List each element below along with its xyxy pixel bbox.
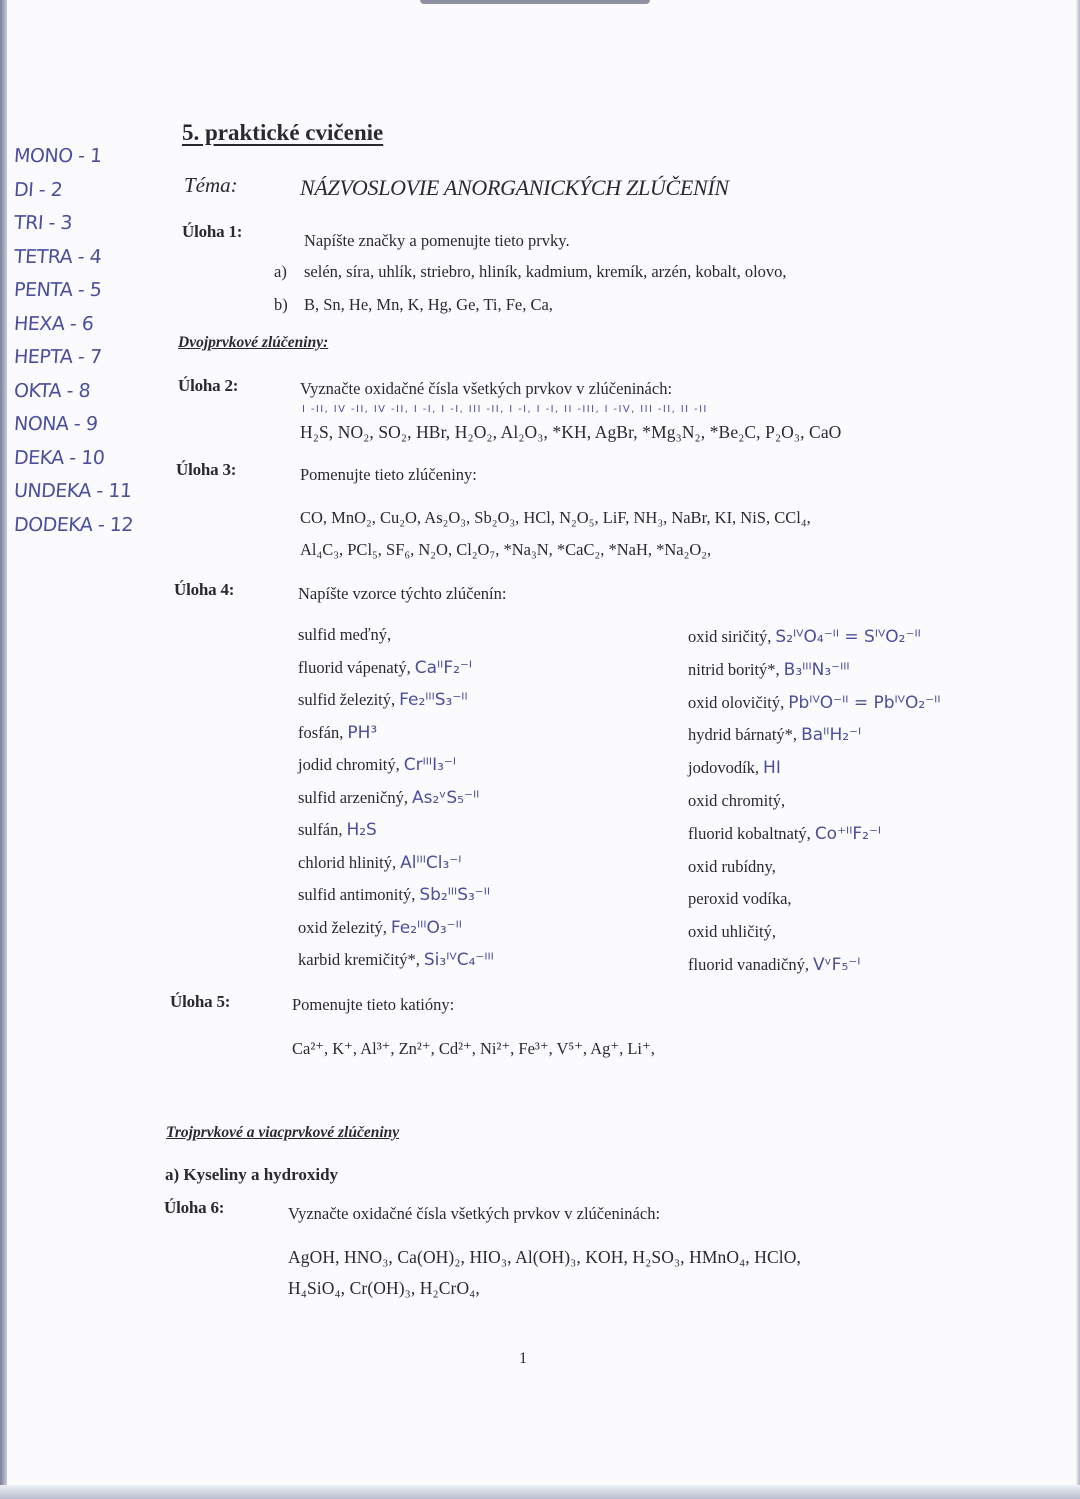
task-4-label: Úloha 4: — [174, 580, 235, 599]
list-item: sulfid železitý, Fe₂ᴵᴵᴵS₃⁻ᴵᴵ — [298, 690, 468, 710]
list-item: fluorid vápenatý, CaᴵᴵF₂⁻ᴵ — [298, 657, 473, 678]
task-6-instruction: Vyznačte oxidačné čísla všetkých prvkov v zlúčeninách: — [288, 1204, 661, 1223]
handwritten-answer: HI — [763, 758, 781, 779]
task-3-instruction: Pomenujte tieto zlúčeniny: — [300, 465, 477, 484]
handwritten-answer: Fe₂ᴵᴵᴵO₃⁻ᴵᴵ — [390, 917, 462, 938]
margin-notes-prefixes — [14, 140, 164, 542]
task-2-formulas — [300, 422, 841, 443]
task-1-b-text: B, Sn, He, Mn, K, Hg, Ge, Ti, Fe, Ca, — [304, 295, 553, 314]
task-5-cations: Ca²⁺, K⁺, Al³⁺, Zn²⁺, Cd²⁺, Ni²⁺, Fe³⁺, V⁵⁺, Ag⁺, Li⁺, — [292, 1039, 655, 1058]
task-3-compounds-line-2: Al₄C₃, PCl₅, SF₆, N₂O, Cl₂O₇, *Na₃N, *CaC₂, *NaH, *Na₂O₂, — [300, 540, 712, 559]
handwritten-answer: Sb₂ᴵᴵᴵS₃⁻ᴵᴵ — [419, 885, 491, 905]
task-4-instruction: Napíšte vzorce týchto zlúčenín: — [298, 584, 507, 603]
scan-smudge — [420, 0, 650, 4]
handwritten-answer: AlᴵᴵᴵCl₃⁻ᴵ — [400, 852, 462, 873]
margin-note: HEPTA - 7 — [13, 346, 103, 368]
handwritten-answer: BaᴵᴵH₂⁻ᴵ — [801, 725, 862, 746]
section-heading-multi: Trojprvkové a viacprvkové zlúčeniny — [166, 1124, 400, 1141]
page-edge-bottom — [0, 1485, 1080, 1499]
handwritten-answer: Fe₂ᴵᴵᴵS₃⁻ᴵᴵ — [399, 690, 468, 710]
tema-value: NÁZVOSLOVIE ANORGANICKÝCH ZLÚČENÍN — [300, 175, 729, 200]
handwritten-answer: As₂ᵛS₅⁻ᴵᴵ — [411, 787, 480, 808]
tema-label: Téma: — [184, 173, 238, 197]
list-item: peroxid vodíka, — [688, 889, 792, 909]
handwritten-answer: PH³ — [347, 722, 378, 743]
margin-note: DEKA - 10 — [13, 446, 106, 469]
list-item: nitrid boritý*, B₃ᴵᴵᴵN₃⁻ᴵᴵᴵ — [688, 659, 850, 680]
page-number: 1 — [519, 1350, 527, 1367]
margin-note: MONO - 1 — [13, 145, 103, 167]
list-item: jodovodík, HI — [688, 758, 781, 779]
list-item: oxid uhličitý, — [688, 922, 776, 942]
task-1-a-marker: a) — [274, 262, 287, 281]
section-heading-binary: Dvojprvkové zlúčeniny: — [178, 334, 329, 351]
margin-note: HEXA - 6 — [13, 312, 95, 335]
page-edge-right — [1076, 0, 1080, 1499]
list-item: sulfán, H₂S — [298, 820, 377, 840]
task-3-label: Úloha 3: — [176, 460, 237, 479]
list-item: oxid siričitý, S₂ᴵⱽO₄⁻ᴵᴵ = SᴵⱽO₂⁻ᴵᴵ — [688, 627, 921, 647]
list-item: oxid železitý, Fe₂ᴵᴵᴵO₃⁻ᴵᴵ — [298, 917, 462, 938]
handwritten-answer: CrᴵᴵᴵI₃⁻ᴵ — [403, 755, 457, 775]
handwritten-answer: CaᴵᴵF₂⁻ᴵ — [414, 657, 473, 678]
handwritten-answer: PbᴵⱽO⁻ᴵᴵ = PbᴵⱽO₂⁻ᴵᴵ — [788, 692, 941, 713]
handwritten-answer: VᵛF₅⁻ᴵ — [812, 954, 861, 975]
list-item: oxid olovičitý, PbᴵⱽO⁻ᴵᴵ = PbᴵⱽO₂⁻ᴵᴵ — [688, 692, 941, 713]
task-1-label: Úloha 1: — [182, 222, 243, 241]
list-item: sulfid meďný, — [298, 625, 392, 644]
list-item: hydrid bárnatý*, BaᴵᴵH₂⁻ᴵ — [688, 725, 862, 746]
margin-note: TRI - 3 — [13, 212, 73, 234]
task-2-label: Úloha 2: — [178, 376, 239, 395]
margin-note: NONA - 9 — [13, 413, 99, 435]
margin-note: UNDEKA - 11 — [13, 480, 133, 502]
task-2-handwritten-oxidation-marks: I -II, IV -II, IV -II, I -I, I -I, III -II, I -I, I -I, II -III, I -IV, III -II, II -II — [302, 404, 708, 415]
list-item: chlorid hlinitý, AlᴵᴵᴵCl₃⁻ᴵ — [298, 852, 462, 873]
margin-note: PENTA - 5 — [13, 279, 103, 301]
list-item: fluorid kobaltnatý, Co⁺ᴵᴵF₂⁻ᴵ — [688, 823, 882, 844]
task-2-formulas-text: H₂S, NO₂, SO₂, HBr, H₂O₂, Al₂O₃, *KH, AgBr, *Mg₃N₂, *Be₂C, P₂O₃, CaO — [300, 422, 842, 442]
list-item: fosfán, PH³ — [298, 722, 378, 743]
list-item: oxid rubídny, — [688, 856, 776, 876]
margin-note: DODEKA - 12 — [13, 513, 134, 536]
handwritten-answer: B₃ᴵᴵᴵN₃⁻ᴵᴵᴵ — [783, 659, 850, 680]
task-4-left-list — [298, 625, 494, 983]
sub-heading-acids-hydroxides: a) Kyseliny a hydroxidy — [165, 1165, 339, 1184]
page-edge-left — [0, 0, 7, 1499]
list-item: oxid chromitý, — [688, 790, 786, 810]
task-6-compounds-line-1: AgOH, HNO₃, Ca(OH)₂, HIO₃, Al(OH)₃, KOH, H₂SO₃, HMnO₄, HClO, — [288, 1247, 801, 1267]
task-1-b-marker: b) — [274, 295, 288, 314]
handwritten-answer: Co⁺ᴵᴵF₂⁻ᴵ — [814, 823, 882, 844]
margin-note: DI - 2 — [13, 178, 64, 201]
task-6-compounds-line-2: H₄SiO₄, Cr(OH)₃, H₂CrO₄, — [288, 1278, 480, 1298]
task-5-instruction: Pomenujte tieto katióny: — [292, 995, 455, 1014]
task-1-instruction: Napíšte značky a pomenujte tieto prvky. — [304, 231, 570, 250]
task-3-compounds-line-1: CO, MnO₂, Cu₂O, As₂O₃, Sb₂O₃, HCl, N₂O₅, LiF, NH₃, NaBr, KI, NiS, CCl₄, — [300, 508, 811, 527]
task-1-a-text: selén, síra, uhlík, striebro, hliník, kadmium, kremík, arzén, kobalt, olovo, — [304, 262, 787, 281]
handwritten-answer: Si₃ᴵⱽC₄⁻ᴵᴵᴵ — [423, 950, 494, 970]
task-5-label: Úloha 5: — [170, 992, 231, 1011]
list-item: sulfid arzeničný, As₂ᵛS₅⁻ᴵᴵ — [298, 787, 480, 808]
margin-note: TETRA - 4 — [13, 245, 102, 268]
task-6-label: Úloha 6: — [164, 1198, 225, 1217]
page-title: 5. praktické cvičenie — [182, 120, 384, 145]
task-4-right-list — [688, 627, 940, 988]
handwritten-answer: S₂ᴵⱽO₄⁻ᴵᴵ = SᴵⱽO₂⁻ᴵᴵ — [775, 627, 921, 647]
list-item: jodid chromitý, CrᴵᴵᴵI₃⁻ᴵ — [298, 755, 457, 775]
list-item: sulfid antimonitý, Sb₂ᴵᴵᴵS₃⁻ᴵᴵ — [298, 885, 491, 905]
handwritten-answer: H₂S — [346, 820, 377, 840]
list-item: karbid kremičitý*, Si₃ᴵⱽC₄⁻ᴵᴵᴵ — [298, 950, 494, 970]
task-2-instruction: Vyznačte oxidačné čísla všetkých prvkov v zlúčeninách: — [300, 379, 673, 398]
list-item: fluorid vanadičný, VᵛF₅⁻ᴵ — [688, 954, 861, 975]
margin-note: OKTA - 8 — [13, 379, 91, 402]
